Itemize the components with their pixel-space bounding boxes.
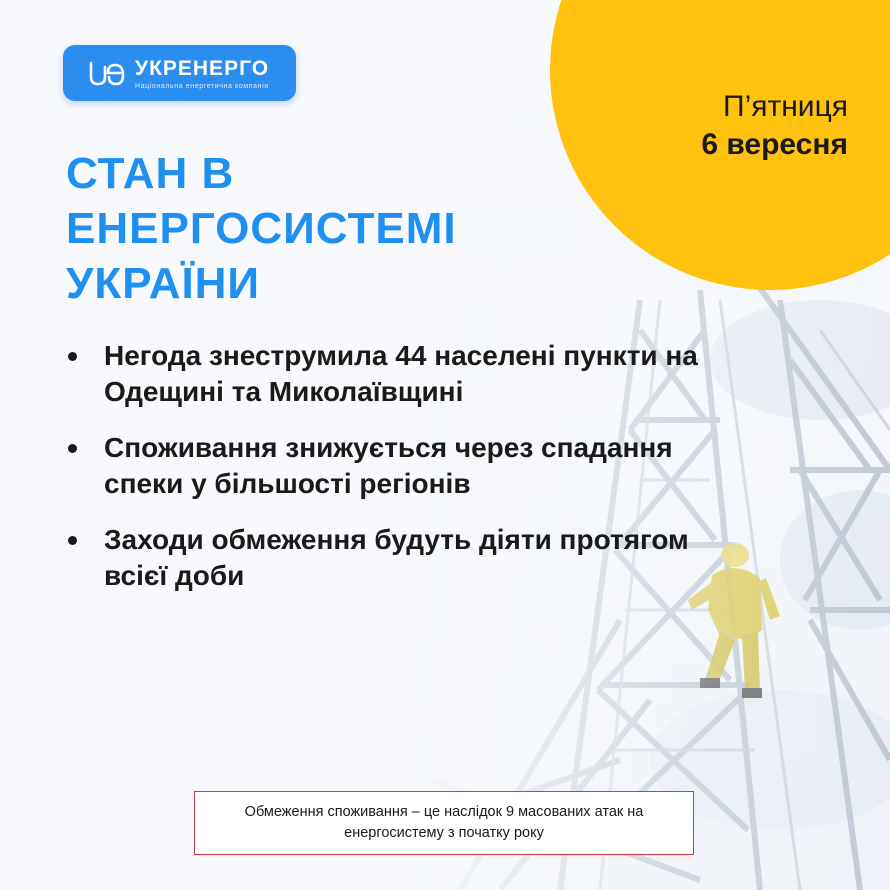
ukrenergo-logo-icon: [87, 59, 127, 87]
title-line-1: СТАН В: [66, 149, 235, 198]
bullet-text: Заходи обмеження будуть діяти протягом всієї доби: [104, 524, 689, 591]
title-line-2: ЕНЕРГОСИСТЕМІ: [66, 204, 457, 253]
bullet-text: Негода знеструмила 44 населені пункти на Одещині та Миколаївщині: [104, 340, 698, 407]
footnote-box: [194, 791, 694, 855]
logo-wordmark: УКРЕНЕРГО: [135, 57, 270, 80]
footnote-text: Обмеження споживання – це наслідок 9 масованих атак на енергосистему з початку року: [244, 804, 644, 841]
date-text: 6 вересня: [701, 128, 848, 161]
bullet-item: [66, 338, 716, 410]
bullet-text: Споживання знижується через спадання спеки у більшості регіонів: [104, 432, 673, 499]
page-title: [66, 146, 457, 311]
bullet-dot-icon: [68, 352, 77, 361]
date-label: [701, 88, 848, 164]
weekday-text: П’ятниця: [723, 90, 848, 123]
logo-tagline: Національна енергетична компанія: [135, 83, 269, 90]
ukrenergo-logo: [63, 45, 296, 101]
bullet-item: [66, 430, 716, 502]
bullet-dot-icon: [68, 536, 77, 545]
news-bullet-list: [66, 338, 716, 614]
title-line-3: УКРАЇНИ: [66, 259, 261, 308]
bullet-dot-icon: [68, 444, 77, 453]
bullet-item: [66, 522, 716, 594]
